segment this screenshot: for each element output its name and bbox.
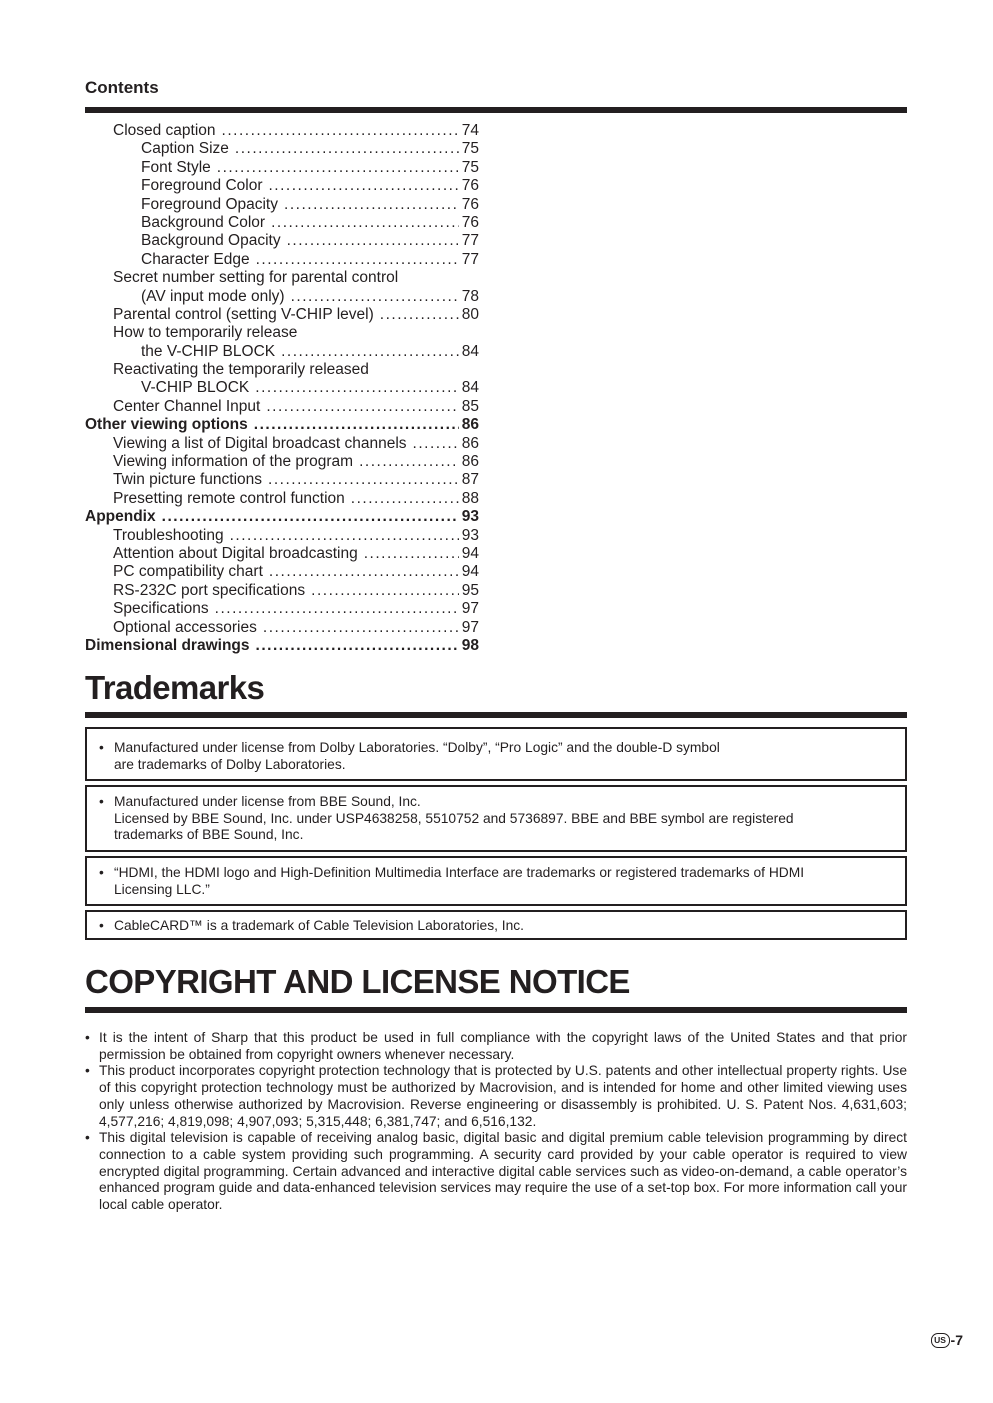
toc-entry-title: Center Channel Input xyxy=(113,397,261,415)
toc-leader-dots xyxy=(305,582,459,600)
toc-entry xyxy=(85,361,479,379)
copyright-item xyxy=(85,1030,907,1063)
toc-entry-title: Caption Size xyxy=(141,140,229,158)
toc-entry xyxy=(85,379,479,397)
toc-entry-page: 76 xyxy=(461,213,479,231)
copyright-item xyxy=(85,1130,907,1214)
toc-entry-page: 84 xyxy=(461,379,479,397)
toc-entry-title: Attention about Digital broadcasting xyxy=(113,544,358,562)
toc-entry-title: Presetting remote control function xyxy=(113,489,345,507)
toc-entry-title: PC compatibility chart xyxy=(113,563,263,581)
toc-entry-title: Other viewing options xyxy=(85,416,248,434)
toc-entry-title: Background Color xyxy=(141,213,266,231)
toc-leader-dots xyxy=(281,232,459,250)
trademark-box xyxy=(85,785,907,852)
toc-leader-dots xyxy=(265,214,459,232)
toc-entry xyxy=(85,269,479,287)
toc-entry-page: 98 xyxy=(461,636,479,654)
toc-entry-page: 80 xyxy=(461,305,479,323)
toc-entry-title: Specifications xyxy=(113,600,209,618)
toc-entry-page: 87 xyxy=(461,471,479,489)
toc-entry-title: Closed caption xyxy=(113,122,216,139)
trademark-text-line: are trademarks of Dolby Laboratories. xyxy=(114,756,346,772)
toc-leader-dots xyxy=(248,416,459,434)
trademark-box xyxy=(85,727,907,781)
toc-entry-page: 97 xyxy=(461,618,479,636)
toc-entry-title: Optional accessories xyxy=(113,618,257,636)
toc-entry xyxy=(85,545,479,563)
toc-entry-page: 86 xyxy=(461,453,479,471)
trademark-box xyxy=(85,910,907,940)
toc-entry-title: Font Style xyxy=(141,158,211,176)
toc-leader-dots xyxy=(156,508,459,526)
toc-entry xyxy=(85,453,479,471)
toc-entry-page: 77 xyxy=(461,232,479,250)
toc-entry-title: Twin picture functions xyxy=(113,471,263,489)
toc-entry-page: 97 xyxy=(461,600,479,618)
toc-entry xyxy=(85,288,479,306)
toc-leader-dots xyxy=(278,196,459,214)
toc-entry xyxy=(85,416,479,434)
toc-entry xyxy=(85,306,479,324)
bullet: • xyxy=(99,740,104,755)
toc-leader-dots xyxy=(407,435,459,453)
toc-entry xyxy=(85,471,479,489)
page-number xyxy=(931,1332,963,1348)
trademark-box xyxy=(85,856,907,906)
toc-entry-title: Troubleshooting xyxy=(113,526,224,544)
toc-entry xyxy=(85,343,479,361)
toc-leader-dots xyxy=(275,343,459,361)
toc-entry-title: the V-CHIP BLOCK xyxy=(141,342,276,360)
toc-entry-page: 76 xyxy=(461,195,479,213)
toc-entry xyxy=(85,600,479,618)
toc-entry xyxy=(85,177,479,195)
toc-leader-dots xyxy=(257,619,459,637)
bullet: • xyxy=(99,794,104,809)
toc-entry-title: Reactivating the temporarily released xyxy=(113,361,369,379)
toc-entry xyxy=(85,619,479,637)
toc-entry-title: Character Edge xyxy=(141,250,250,268)
table-of-contents xyxy=(85,122,479,655)
toc-entry xyxy=(85,324,479,342)
copyright-heading: COPYRIGHT AND LICENSE NOTICE xyxy=(85,963,630,1000)
toc-entry xyxy=(85,563,479,581)
toc-entry-title: Parental control (setting V-CHIP level) xyxy=(113,305,374,323)
bullet: • xyxy=(85,1130,90,1146)
toc-entry-page: 94 xyxy=(461,563,479,581)
toc-entry xyxy=(85,582,479,600)
toc-entry-page: 86 xyxy=(461,434,479,452)
toc-entry-page: 76 xyxy=(461,177,479,195)
toc-entry-title: Foreground Opacity xyxy=(141,195,278,213)
toc-entry xyxy=(85,122,479,140)
toc-entry-page: 78 xyxy=(461,287,479,305)
toc-entry-title: Secret number setting for parental control xyxy=(113,269,399,287)
toc-entry-title: Foreground Color xyxy=(141,177,263,195)
toc-leader-dots xyxy=(216,122,459,140)
toc-entry-page: 85 xyxy=(461,397,479,415)
trademark-text-line: Licensing LLC.” xyxy=(114,881,210,897)
copyright-rule xyxy=(85,1007,907,1013)
toc-leader-dots xyxy=(209,600,459,618)
toc-entry-page: 77 xyxy=(461,250,479,268)
toc-leader-dots xyxy=(358,545,459,563)
toc-leader-dots xyxy=(249,379,459,397)
toc-entry-page: 93 xyxy=(461,526,479,544)
toc-entry xyxy=(85,435,479,453)
copyright-text: This product incorporates copyright protection technology that is protected by U.S. patents and other intellectual property rights. Use of this copyright protection technology must be authorized by Macrovision, and is intended for home and other limited viewing uses only unless otherwise authorized by Macrovision. Reverse engineering or disassembly is prohibited. U. S. Patent Nos. 4,631,603; 4,577,216; 4,819,098; 4,907,093; 5,315,448; 6,381,747; and 6,516,132. xyxy=(99,1063,907,1129)
toc-entry xyxy=(85,232,479,250)
toc-entry xyxy=(85,398,479,416)
toc-leader-dots xyxy=(250,637,459,655)
copyright-list xyxy=(85,1030,907,1214)
trademark-text-line: trademarks of BBE Sound, Inc. xyxy=(114,827,304,842)
toc-entry-page: 84 xyxy=(461,342,479,360)
trademark-text-line: Manufactured under license from BBE Sound, Inc. xyxy=(114,794,421,809)
toc-entry xyxy=(85,196,479,214)
copyright-text: This digital television is capable of receiving analog basic, digital basic and digital premium cable television programming by direct connection to a cable system providing such programming. A security card provided by your cable operator is required to view encrypted digital programming. Certain advanced and interactive digital cable services such as video-on-demand, a cable operator’s enhanced program guide and data-enhanced television services may require the use of a set-top box. For more information call your local cable operator. xyxy=(99,1130,907,1213)
toc-entry-title: Background Opacity xyxy=(141,232,281,250)
toc-leader-dots xyxy=(263,563,459,581)
toc-entry-page: 88 xyxy=(461,489,479,507)
trademark-text-line: “HDMI, the HDMI logo and High-Definition Multimedia Interface are trademarks or registered trademarks of HDMI xyxy=(114,865,805,880)
toc-entry-title: (AV input mode only) xyxy=(141,287,285,305)
contents-heading: Contents xyxy=(85,78,159,97)
toc-entry xyxy=(85,140,479,158)
toc-leader-dots xyxy=(211,159,459,177)
toc-leader-dots xyxy=(374,306,459,324)
toc-entry-title: Viewing information of the program xyxy=(113,453,354,471)
toc-leader-dots xyxy=(353,453,459,471)
toc-entry-title: How to temporarily release xyxy=(113,324,298,342)
toc-entry-page: 86 xyxy=(461,416,479,434)
toc-entry xyxy=(85,637,479,655)
toc-leader-dots xyxy=(285,288,459,306)
toc-entry-title: RS-232C port specifications xyxy=(113,581,306,599)
toc-leader-dots xyxy=(260,398,459,416)
contents-rule xyxy=(85,107,907,113)
toc-leader-dots xyxy=(229,140,459,158)
bullet: • xyxy=(85,1063,90,1079)
toc-entry-page: 93 xyxy=(461,508,479,526)
toc-leader-dots xyxy=(262,177,459,195)
toc-entry-title: Viewing a list of Digital broadcast channels xyxy=(113,434,407,452)
trademark-text-line: CableCARD™ is a trademark of Cable Television Laboratories, Inc. xyxy=(114,918,525,933)
toc-leader-dots xyxy=(345,490,459,508)
toc-entry xyxy=(85,527,479,545)
toc-leader-dots xyxy=(262,471,459,489)
toc-entry xyxy=(85,490,479,508)
bullet: • xyxy=(99,918,104,933)
toc-entry-page: 74 xyxy=(461,122,479,139)
trademarks-rule xyxy=(85,712,907,718)
toc-leader-dots xyxy=(250,251,459,269)
toc-entry-page: 75 xyxy=(461,158,479,176)
toc-entry-page: 95 xyxy=(461,581,479,599)
trademark-text-line: Manufactured under license from Dolby Laboratories. “Dolby”, “Pro Logic” and the double-D symbol xyxy=(114,740,720,755)
toc-entry-page: 75 xyxy=(461,140,479,158)
toc-entry-page: 94 xyxy=(461,544,479,562)
bullet: • xyxy=(99,865,104,880)
bullet: • xyxy=(85,1030,90,1045)
toc-entry-title: Dimensional drawings xyxy=(85,636,250,654)
copyright-item xyxy=(85,1063,907,1130)
toc-entry xyxy=(85,159,479,177)
page-number-text: -7 xyxy=(950,1332,963,1348)
us-region-icon: US xyxy=(931,1333,950,1348)
toc-entry xyxy=(85,214,479,232)
trademarks-heading: Trademarks xyxy=(85,669,265,706)
toc-entry xyxy=(85,251,479,269)
toc-entry xyxy=(85,508,479,526)
trademark-text-line: Licensed by BBE Sound, Inc. under USP4638258, 5510752 and 5736897. BBE and BBE symbol are registered xyxy=(114,810,794,826)
copyright-text: It is the intent of Sharp that this product be used in full compliance with the copyright laws of the United States and that prior permission be obtained from copyright owners whenever necessary. xyxy=(99,1030,907,1062)
toc-entry-title: Appendix xyxy=(85,508,156,526)
toc-entry-title: V-CHIP BLOCK xyxy=(141,379,250,397)
toc-leader-dots xyxy=(224,527,459,545)
